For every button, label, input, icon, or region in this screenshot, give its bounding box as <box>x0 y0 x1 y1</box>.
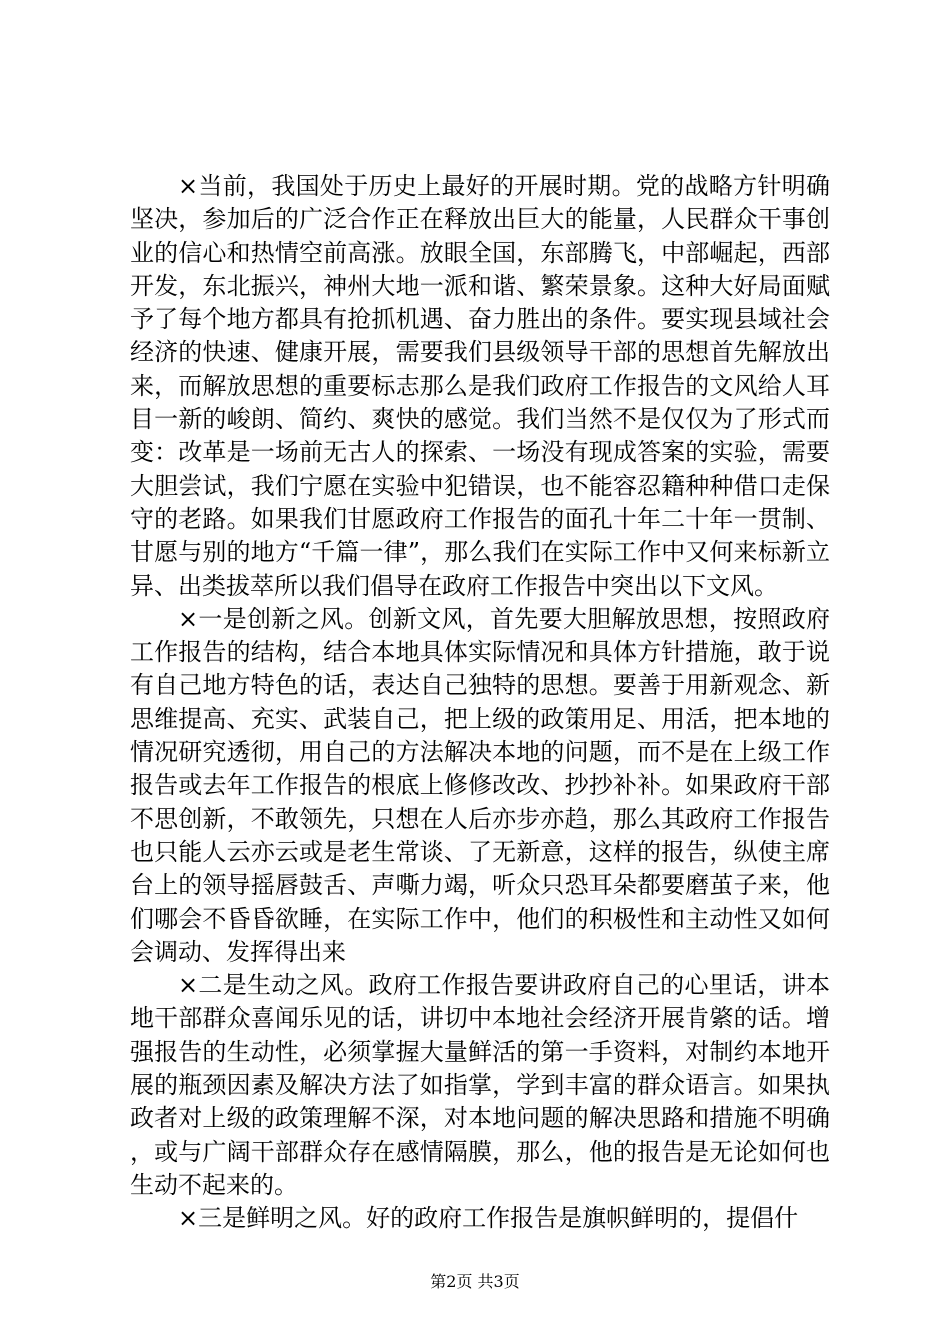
paragraph-intro: ×当前，我国处于历史上最好的开展时期。党的战略方针明确坚决，参加后的广泛合作正在释放出巨大的能量，人民群众干事创业的信心和热情空前高涨。放眼全国，东部腾飞，中部崛起，西部开发，东北振兴，神州大地一派和谐、繁荣景象。这种大好局面赋予了每个地方都具有抢抓机遇、奋力胜出的条件。要实现县域社会经济的快速、健康开展，需要我们县级领导干部的思想首先解放出来，而解放思想的重要标志那么是我们政府工作报告的文风给人耳目一新的峻朗、简约、爽快的感觉。我们当然不是仅仅为了形式而变：改革是一场前无古人的探索、一场没有现成答案的实验，需要大胆尝试，我们宁愿在实验中犯错误，也不能容忍籍种种借口走保守的老路。如果我们甘愿政府工作报告的面孔十年二十年一贯制、甘愿与别的地方“千篇一律”，那么我们在实际工作中又何来标新立异、出类拔萃所以我们倡导在政府工作报告中突出以下文风。 <box>130 172 830 600</box>
paragraph-distinct: ×三是鲜明之风。好的政府工作报告是旗帜鲜明的，提倡什 <box>178 1204 799 1233</box>
page-number: 第2页 共3页 <box>430 1272 520 1291</box>
paragraph-innovation: ×一是创新之风。创新文风，首先要大胆解放思想，按照政府工作报告的结构，结合本地具体实际情况和具体方针措施，敢于说有自己地方特色的话，表达自己独特的思想。要善于用新观念、新思维提高、充实、武装自己，把上级的政策用足、用活，把本地的情况研究透彻，用自己的方法解决本地的问题，而不是在上级工作报告或去年工作报告的根底上修修改改、抄抄补补。如果政府干部不思创新，不敢领先，只想在人后亦步亦趋，那么其政府工作报告也只能人云亦云或是老生常谈、了无新意，这样的报告，纵使主席台上的领导摇唇鼓舌、声嘶力竭，听众只恐耳朵都要磨茧子来，他们哪会不昏昏欲睡，在实际工作中，他们的积极性和主动性又如何会调动、发挥得出来 <box>130 604 830 966</box>
page-footer <box>0 1272 950 1292</box>
paragraph-vivid: ×二是生动之风。政府工作报告要讲政府自己的心里话，讲本地干部群众喜闻乐见的话，讲切中本地社会经济开展肯綮的话。增强报告的生动性，必须掌握大量鲜活的第一手资料，对制约本地开展的瓶颈因素及解决方法了如指掌，学到丰富的群众语言。如果执政者对上级的政策理解不深，对本地问题的解决思路和措施不明确，或与广阔干部群众存在感情隔膜，那么，他的报告是无论如何也生动不起来的。 <box>130 971 830 1199</box>
body-text <box>130 170 830 1236</box>
